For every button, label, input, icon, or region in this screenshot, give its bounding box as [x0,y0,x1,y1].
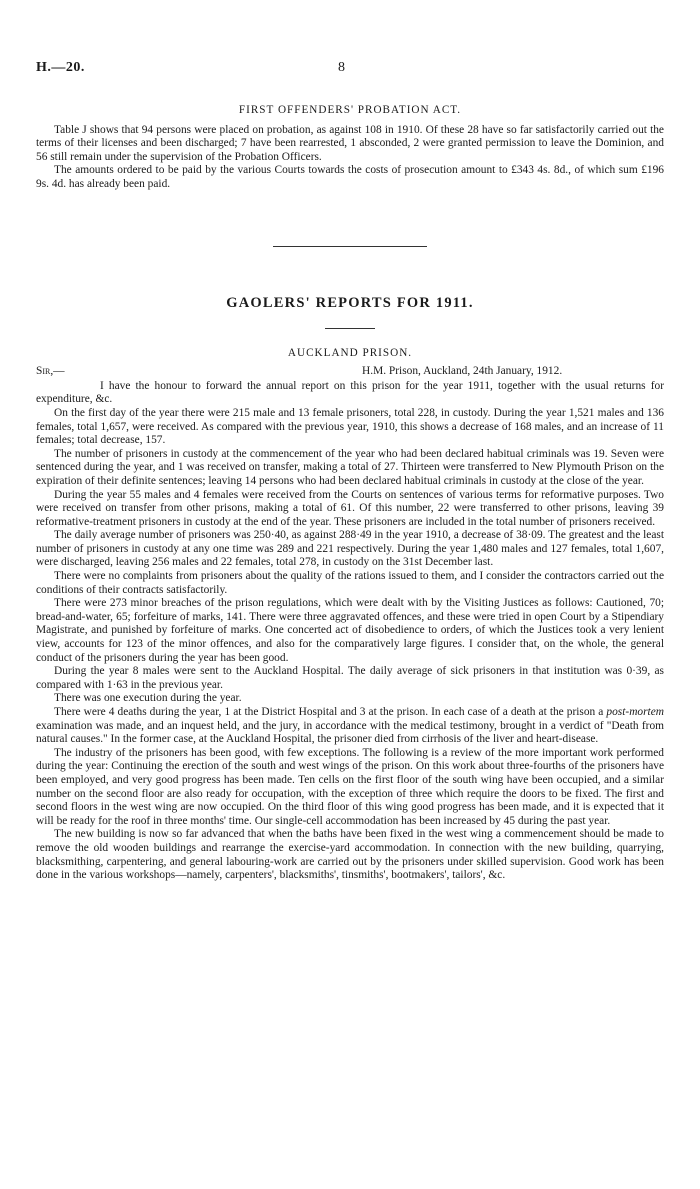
page-header [36,60,664,80]
report-paragraph-deaths [36,706,664,747]
letter-heading [36,365,664,380]
report-paragraph: The daily average number of prisoners was 250·40, as against 288·49 in the year 1910, a decrease of 38·09. The greatest and the least number of prisoners in custody at any one time was 289 and 221 respectively. During the year 1,480 males and 127 females, total 1,607, were discharged, leaving 256 males and 22 females, total 278, in custody on the 31st December last. [36,529,664,569]
probation-paragraph: The amounts ordered to be paid by the various Courts towards the costs of prosecution amount to £343 4s. 8d., of which sum £196 9s. 4d. has already been paid. [36,164,664,190]
page-content [36,104,664,883]
report-paragraph: During the year 55 males and 4 females were received from the Courts on sentences of various terms for reformative purposes. Two were received on transfer from other prisons, making a total of 61. Of this number, 22 were transferred to other prisons, leaving 39 reformative-treatment prisoners in custody at the end of the year. These prisoners are included in the total number of prisoners received. [36,488,664,528]
report-paragraph: I have the honour to forward the annual report on this prison for the year 1911, together with the usual returns for expenditure, &c. [36,379,664,406]
gaolers-reports-title: GAOLERS' REPORTS FOR 1911. [226,294,474,311]
report-paragraph: There was one execution during the year. [54,692,242,705]
report-paragraph: During the year 8 males were sent to the Auckland Hospital. The daily average of sick prisoners in that institution was 0·39, as compared with 1·63 in the previous year. [36,665,664,691]
document-reference: H.—20. [36,60,85,75]
report-paragraph: The number of prisoners in custody at the commencement of the year who had been declared habitual criminals was 19. Seven were sentenced during the year, and 1 was received on transfer, making a total of 27. Thirteen were transferred to New Plymouth Prison on the expiration of their definite sentences; leaving 14 persons who had been declared habitual criminals in custody at the close of the year. [36,447,664,487]
deaths-text-italic: post-mortem [606,706,664,718]
report-paragraph: On the first day of the year there were 215 male and 13 female prisoners, total 228, in custody. During the year 1,521 males and 136 females, total 1,657, were received. As compared with the previous year, 1910, this shows a decrease of 168 males, and an increase of 11 females; total decrease, 157. [36,406,664,447]
page-number: 8 [338,60,345,75]
report-paragraph: The industry of the prisoners has been good, with few exceptions. The following is a review of the more important work performed during the year: Continuing the erection of the south and west wings of the prison. On this work about three-fourths of the prisoners have been employed, and very good progress has been made. Ten cells on the first floor of the south wing have been occupied, and a similar number on the second floor are also ready for occupation, with the exception of three which require the doors to be fixed. The first and second floors in the west wing are now occupied. On the third floor of this wing good progress has been made, and it is expected that it will be ready for the roof in three months' time. Our single-cell accommodation has been increased by 45 during the past year. [36,746,664,827]
probation-section-title: FIRST OFFENDERS' PROBATION ACT. [238,104,462,116]
report-paragraph: The new building is now so far advanced that when the baths have been fixed in the west wing a commencement should be made to remove the old wooden buildings and rearrange the exercise-yard accommodation. In connection with the new building, quarrying, blacksmithing, carpentering, and general labouring-work are carried out by the prisoners under skilled supervision. Good work has been done in the various workshops—namely, carpenters', blacksmiths', tinsmiths', bootmakers', tailors', &c. [36,828,664,882]
report-paragraph: There were no complaints from prisoners about the quality of the rations issued to them, and I consider the contractors carried out the conditions of their contracts satisfactorily. [36,570,664,596]
probation-paragraph: Table J shows that 94 persons were placed on probation, as against 108 in 1910. Of these 28 have so far satisfactorily carried out the terms of their licenses and been discharged; 7 have been rearrested, 1 absconded, 2 were granted permission to leave the Dominion, and 56 still remain under the supervision of the Probation Officers. [36,123,664,163]
auckland-prison-title: AUCKLAND PRISON. [287,347,413,360]
report-paragraph: There were 273 minor breaches of the prison regulations, which were dealt with by the Visiting Justices as follows: Cautioned, 70; bread-and-water, 65; forfeiture of marks, 141. There were three aggravated offences, and these were tried in open Court by a Stipendiary Magistrate, and punished by forfeiture of marks. One concerted act of disobedience to orders, of which the Justices took a very lenient view, accounts for 123 of the minor offences, and also for the comparatively large figures. I consider that, on the whole, the general conduct of the prisoners during the year has been good. [36,597,664,664]
title-divider [325,328,375,329]
letter-address-date: H.M. Prison, Auckland, 24th January, 1912. [362,364,563,377]
salutation: Sir,— [36,364,65,377]
deaths-text-start: There were 4 deaths during the year, 1 at the District Hospital and 3 at the prison. In each case of a death at the prison a [54,706,607,718]
deaths-text-end: examination was made, and an inquest held, and the jury, in accordance with the medical testimony, brought in a verdict of "Death from natural causes." In the former case, at the Auckland Hospital, the prisoner died from cirrhosis of the liver and heart-disease. [36,719,664,746]
section-divider [273,246,427,247]
